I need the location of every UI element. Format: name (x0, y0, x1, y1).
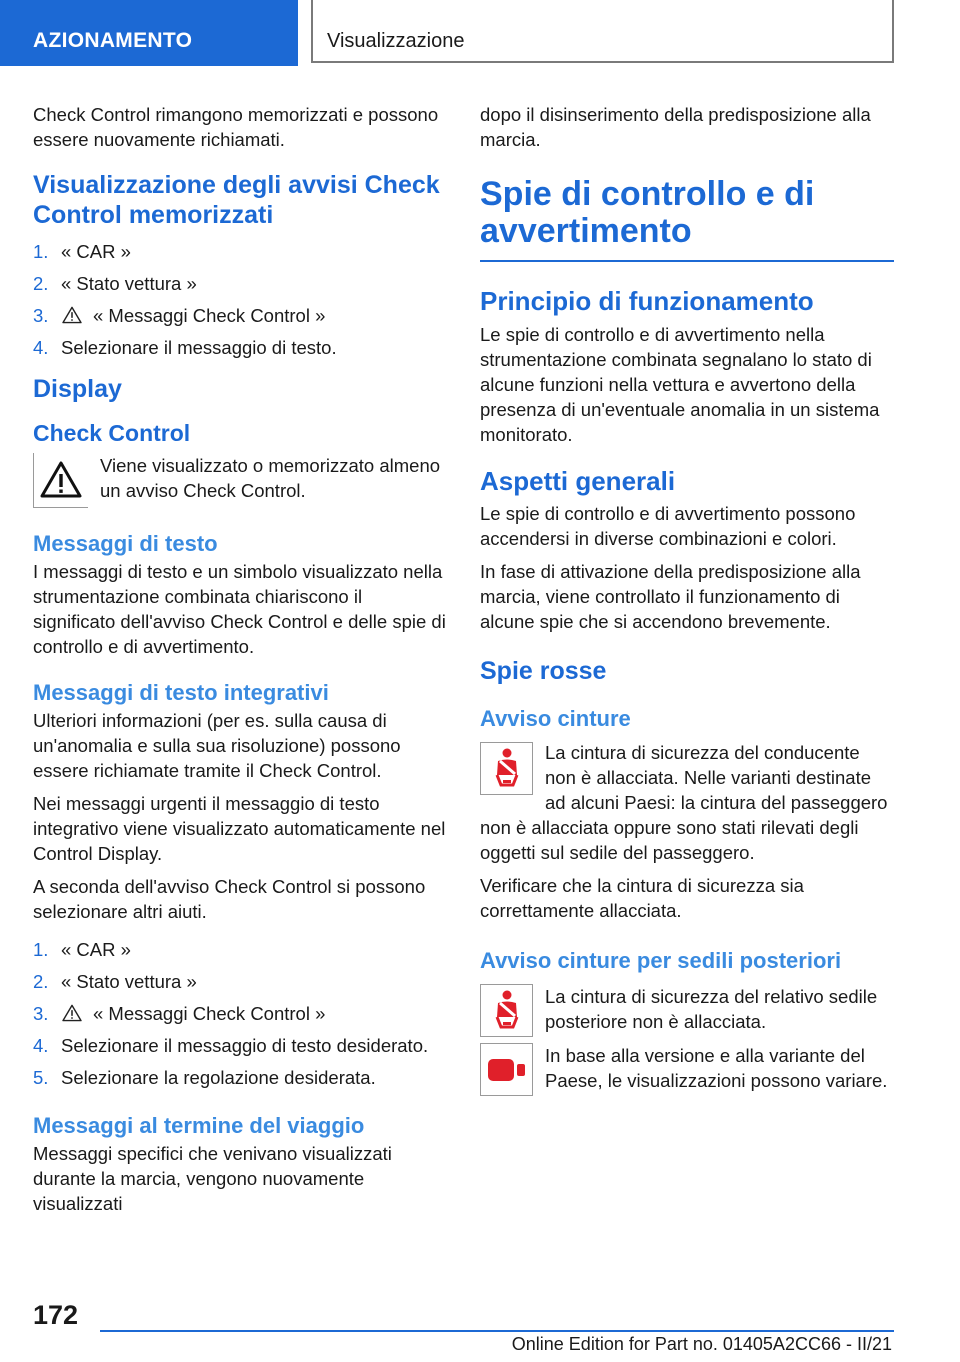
section-tab (0, 0, 298, 66)
warning-triangle-icon (61, 306, 83, 324)
rear-belt-body-1: La cintura di sicurezza del relativo sedile posteriore non è allacciata. (545, 986, 878, 1032)
rear-belt-block-2 (480, 1043, 894, 1096)
display-heading: Display (33, 375, 122, 403)
supplementary-heading: Messaggi di testo integrativi (33, 680, 329, 705)
supplementary-p1: Ulteriori informazioni (per es. sulla causa di un'anomalia e sulla sua risoluzione) possono essere richiamate tramite il Check Control. (33, 710, 401, 781)
rear-seat-symbol (480, 1043, 533, 1096)
text-messages-body: I messaggi di testo e un simbolo visualizzato nella strumentazione combinata chiariscono il significato dell'avviso Check Control e delle spie di controllo e di avvertimento. (33, 561, 446, 657)
stored-messages-heading: Visualizzazione degli avvisi Check Control memorizzati (33, 171, 440, 229)
stored-steps-list (33, 236, 447, 364)
red-lights-heading: Spie rosse (480, 657, 607, 685)
left-column (33, 102, 447, 1224)
belt-block (480, 740, 894, 923)
rear-belt-block-1 (480, 984, 894, 1037)
belt-body: La cintura di sicurezza del conducente non è allacciata. Nelle varianti destinate ad alcuni Paesi: la cintura del passeggero non è allacciata oppure sono stati rilevati degli oggetti sul sedile del passeggero. (480, 742, 888, 863)
chapter-title: Visualizzazione (327, 30, 465, 52)
general-heading: Aspetti generali (480, 466, 676, 496)
chapter-tab (311, 0, 894, 63)
main-heading: Spie di controllo e di avvertimento (480, 176, 894, 262)
seatbelt-warning-symbol (480, 742, 533, 795)
check-control-heading: Check Control (33, 420, 191, 446)
rear-seatbelt-symbol (480, 984, 533, 1037)
trip-end-heading: Messaggi al termine del viaggio (33, 1113, 365, 1138)
rear-belt-heading: Avviso cinture per sedili posteriori (480, 948, 842, 973)
supplementary-p2: Nei messaggi urgenti il messaggio di testo integrativo viene visualizzato automaticamente nel Control Display. (33, 793, 446, 864)
list-item: 5. Selezionare la regolazione desiderata. (33, 1067, 376, 1088)
check-control-block (33, 453, 447, 508)
list-item: 4. Selezionare il messaggio di testo. (33, 337, 337, 358)
list-item: 3. « Messaggi Check Control » (33, 1003, 326, 1024)
list-item: 3. « Messaggi Check Control » (33, 305, 326, 326)
belt-heading: Avviso cinture (480, 706, 631, 731)
supplementary-p3: A seconda dell'avviso Check Control si possono selezionare altri aiuti. (33, 876, 426, 922)
list-item: 2. « Stato vettura » (33, 971, 197, 992)
rear-seat-indicator-icon (486, 1056, 528, 1084)
page-number: 172 (33, 1300, 79, 1330)
list-item: 4. Selezionare il messaggio di testo desiderato. (33, 1035, 429, 1056)
continuation-text: dopo il disinserimento della predisposizione alla marcia. (480, 104, 871, 150)
text-messages-heading: Messaggi di testo (33, 531, 218, 556)
section-title: AZIONAMENTO (33, 29, 193, 52)
trip-end-body: Messaggi specifici che venivano visualizzati durante la marcia, vengono nuovamente visualizzati (33, 1143, 392, 1214)
seatbelt-icon (488, 989, 526, 1033)
belt-check: Verificare che la cintura di sicurezza sia correttamente allacciata. (480, 875, 804, 921)
help-steps-list (33, 934, 447, 1094)
general-p2: In fase di attivazione della predisposizione alla marcia, viene controllato il funzionamento di alcune spie che si accendono brevemente. (480, 561, 861, 632)
check-control-symbol (33, 453, 88, 508)
general-p1: Le spie di controllo e di avvertimento possono accendersi in diverse combinazioni e colori. (480, 503, 856, 549)
footer-divider (100, 1330, 894, 1332)
warning-triangle-icon (38, 459, 84, 501)
warning-triangle-icon (61, 1004, 83, 1022)
list-item: 1. « CAR » (33, 241, 131, 262)
edition-text: Online Edition for Part no. 01405A2CC66 - II/21 (511, 1334, 892, 1354)
right-column (480, 102, 894, 1102)
principle-heading: Principio di funzionamento (480, 286, 814, 316)
list-item: 1. « CAR » (33, 939, 131, 960)
check-control-text: Viene visualizzato o memorizzato almeno un avviso Check Control. (100, 455, 441, 501)
intro-text: Check Control rimangono memorizzati e possono essere nuovamente richiamati. (33, 104, 439, 150)
list-item: 2. « Stato vettura » (33, 273, 197, 294)
seatbelt-icon (488, 747, 526, 791)
principle-body: Le spie di controllo e di avvertimento nella strumentazione combinata segnalano lo stato di alcune funzioni nella vettura e avvertono della presenza di un'eventuale anomalia in un sistema monitorato. (480, 324, 880, 445)
rear-belt-body-2: In base alla versione e alla variante del Paese, le visualizzazioni possono variare. (545, 1045, 888, 1091)
